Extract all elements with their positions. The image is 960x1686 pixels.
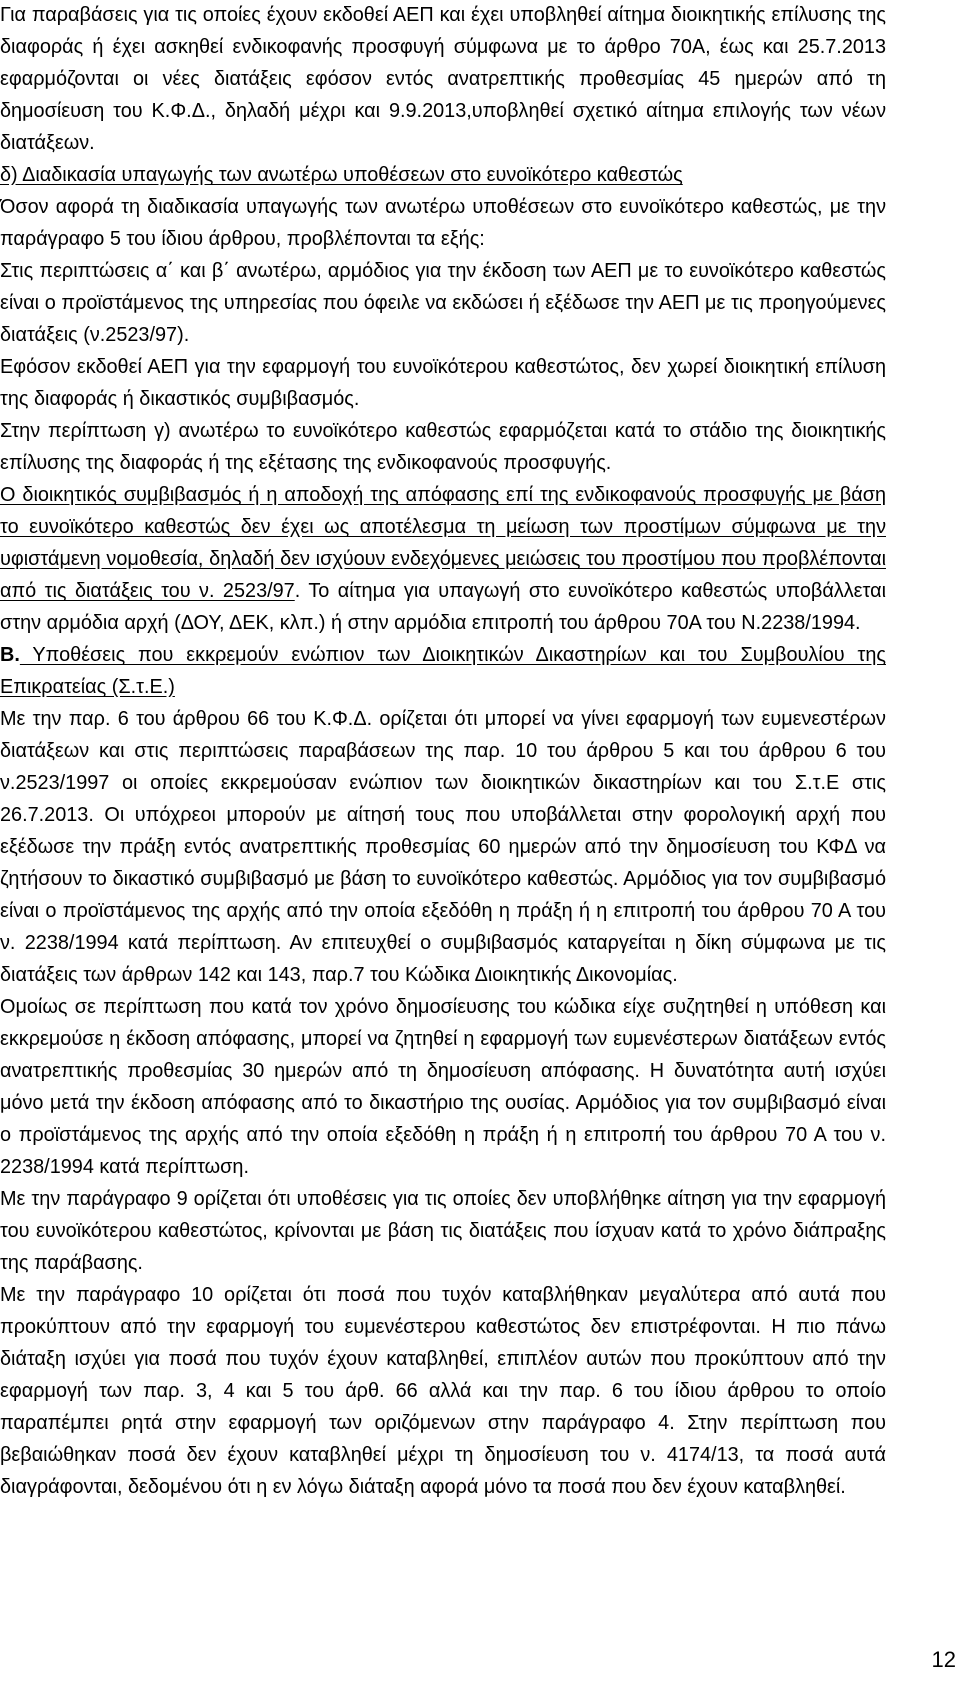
section-heading-b	[0, 640, 886, 704]
paragraph-transitional-provisions	[0, 0, 886, 160]
paragraph-settlement-effect	[0, 480, 886, 640]
section-heading-text: δ) Διαδικασία υπαγωγής των ανωτέρω υποθέσεων στο ευνοϊκότερο καθεστώς	[0, 164, 683, 186]
paragraph-par-9	[0, 1184, 886, 1280]
paragraph-text: Στις περιπτώσεις α΄ και β΄ ανωτέρω, αρμόδιος για την έκδοση των ΑΕΠ με το ευνοϊκότερο καθεστώς είναι ο προϊστάμενος της υπηρεσίας που όφειλε να εκδώσει ή εξέδωσε την ΑΕΠ με τις προηγούμενες διατάξεις (ν.2523/97).	[0, 260, 886, 346]
paragraph-text: Ομοίως σε περίπτωση που κατά τον χρόνο δημοσίευσης του κώδικα είχε συζητηθεί η υπόθεση και εκκρεμούσε η έκδοση απόφασης, μπορεί να ζητηθεί η εφαρμογή των ευμενέστερων διατάξεων εντός ανατρεπτικής προθεσμίας 30 ημερών από τη δημοσίευση απόφασης. Η δυνατότητα αυτή ισχύει μόνο μετά την έκδοση απόφασης από το δικαστήριο της ουσίας. Αρμόδιος για τον συμβιβασμό είναι ο προϊστάμενος της αρχής από την οποία εξεδόθη η πράξη ή η επιτροπή του άρθρου 70 Α του ν. 2238/1994 κατά περίπτωση.	[0, 996, 886, 1178]
paragraph-text: Στην περίπτωση γ) ανωτέρω το ευνοϊκότερο καθεστώς εφαρμόζεται κατά το στάδιο της διοικητικής επίλυσης της διαφοράς ή της εξέτασης της ενδικοφανούς προσφυγής.	[0, 420, 886, 474]
paragraph-case-c	[0, 416, 886, 480]
paragraph-text: Με την παρ. 6 του άρθρου 66 του Κ.Φ.Δ. ορίζεται ότι μπορεί να γίνει εφαρμογή των ευμενεστέρων διατάξεων και στις περιπτώσεις παραβάσεων της παρ. 10 του άρθρου 5 και του άρθρου 6 του ν.2523/1997 οι οποίες εκκρεμούσαν ενώπιον των διοικητικών δικαστηρίων και του Σ.τ.Ε στις 26.7.2013. Οι υπόχρεοι μπορούν με αίτησή τους που υποβάλλεται στην φορολογική αρχή που εξέδωσε την πράξη εντός ανατρεπτικής προθεσμίας 60 ημερών από την δημοσίευση του ΚΦΔ να ζητήσουν το δικαστικό συμβιβασμό με βάση το ευνοϊκότερο καθεστώς. Αρμόδιος για τον συμβιβασμό είναι ο προϊστάμενος της αρχής από την οποία εξεδόθη η πράξη ή η επιτροπή του άρθρου 70 Α του ν. 2238/1994 κατά περίπτωση. Αν επιτευχθεί ο συμβιβασμός καταργείται η δίκη σύμφωνα με τις διατάξεις των άρθρων 142 και 143, παρ.7 του Κώδικα Διοικητικής Δικονομίας.	[0, 708, 886, 986]
paragraph-text: Με την παράγραφο 9 ορίζεται ότι υποθέσεις για τις οποίες δεν υποβλήθηκε αίτηση για την εφαρμογή του ευνοϊκότερου καθεστώτος, κρίνονται με βάση τις διατάξεις που ίσχυαν κατά το χρόνο διάπραξης της παράβασης.	[0, 1188, 886, 1274]
paragraph-no-settlement	[0, 352, 886, 416]
paragraph-text: Εφόσον εκδοθεί ΑΕΠ για την εφαρμογή του ευνοϊκότερου καθεστώτος, δεν χωρεί διοικητική επίλυση της διαφοράς ή δικαστικός συμβιβασμός.	[0, 356, 886, 410]
paragraph-par-6	[0, 704, 886, 992]
paragraph-text: Για παραβάσεις για τις οποίες έχουν εκδοθεί ΑΕΠ και έχει υποβληθεί αίτημα διοικητικής επίλυσης της διαφοράς ή έχει ασκηθεί ενδικοφανής προσφυγή σύμφωνα με το άρθρο 70Α, έως και 25.7.2013 εφαρμόζονται οι νέες διατάξεις εφόσον εντός ανατρεπτικής προθεσμίας 45 ημερών από τη δημοσίευση του Κ.Φ.Δ., δηλαδή μέχρι και 9.9.2013,υποβληθεί σχετικό αίτημα επιλογής των νέων διατάξεων.	[0, 4, 886, 154]
underlined-text: Ο διοικητικός συμβιβασμός ή η αποδοχή της απόφασης επί της ενδικοφανούς προσφυγής με βάση το ευνοϊκότερο καθεστώς δεν έχει ως αποτέλεσμα τη μείωση των προστίμων σύμφωνα με την υφιστάμενη νομοθεσία, δηλαδή δεν ισχύουν ενδεχόμενες μειώσεις του προστίμου που προβλέπονται από τις διατάξεις του ν. 2523/97	[0, 484, 886, 602]
section-heading-text: Υποθέσεις που εκκρεμούν ενώπιον των Διοικητικών Δικαστηρίων και του Συμβουλίου της Επικρατείας (Σ.τ.Ε.)	[0, 644, 886, 698]
paragraph-text: . Το αίτημα για υπαγωγή στο ευνοϊκότερο καθεστώς υποβάλλεται στην αρμόδια αρχή (ΔΟΥ, ΔΕΚ, κλπ.) ή στην αρμόδια επιτροπή του άρθρου 70Α του Ν.2238/1994.	[0, 579, 886, 634]
paragraph-procedure	[0, 192, 886, 256]
section-heading-delta	[0, 160, 886, 192]
section-number: Β.	[0, 644, 20, 666]
paragraph-cases-a-b	[0, 256, 886, 352]
paragraph-pending-decision	[0, 992, 886, 1184]
paragraph-par-10	[0, 1280, 886, 1504]
paragraph-text: Με την παράγραφο 10 ορίζεται ότι ποσά που τυχόν καταβλήθηκαν μεγαλύτερα από αυτά που προκύπτουν από την εφαρμογή του ευμενέστερου καθεστώτος δεν επιστρέφονται. Η πιο πάνω διάταξη ισχύει για ποσά που τυχόν έχουν καταβληθεί, επιπλέον αυτών που προκύπτουν από την εφαρμογή των παρ. 3, 4 και 5 του άρθ. 66 αλλά και την παρ. 6 του ίδιου άρθρου το οποίο παραπέμπει ρητά στην εφαρμογή των οριζόμενων στην παράγραφο 4. Στην περίπτωση που βεβαιώθηκαν ποσά δεν έχουν καταβληθεί μέχρι τη δημοσίευση του ν. 4174/13, τα ποσά αυτά διαγράφονται, δεδομένου ότι η εν λόγω διάταξη αφορά μόνο τα ποσά που δεν έχουν καταβληθεί.	[0, 1284, 886, 1498]
paragraph-text: Όσον αφορά τη διαδικασία υπαγωγής των ανωτέρω υποθέσεων στο ευνοϊκότερο καθεστώς, με την παράγραφο 5 του ίδιου άρθρου, προβλέπονται τα εξής:	[0, 196, 886, 250]
page-number: 12	[931, 1647, 956, 1672]
